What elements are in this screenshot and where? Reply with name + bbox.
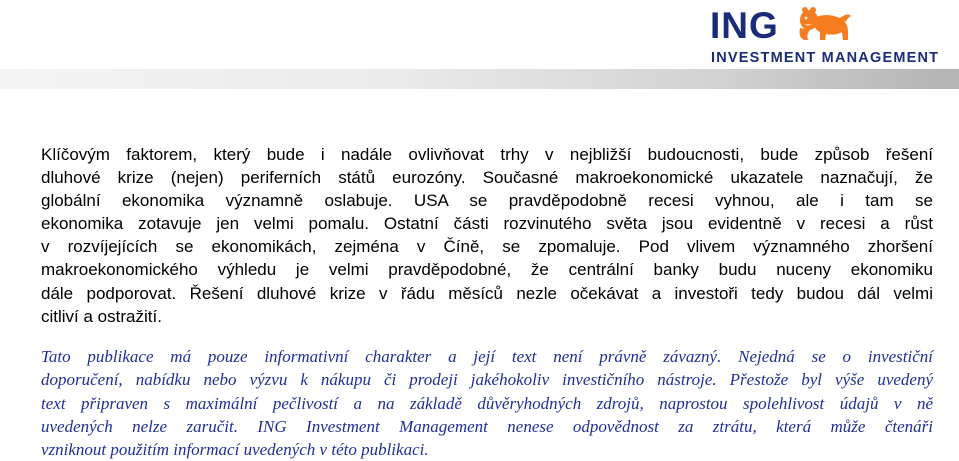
disclaimer-line: Tato publikace má pouze informativní charakter a její text není právně závazný. Nejedná se o investiční (41, 347, 933, 366)
disclaimer-line: doporučení, nabídku nebo výzvu k nákupu či prodeji jakéhokoliv investičního nástroje. Přestože byl výše uvedený (41, 370, 933, 390)
paragraph-line: Klíčovým faktorem, který bude i nadále ovlivňovat trhy v nejbližší budoucnosti, bude způsob řešení (41, 145, 933, 164)
paragraph-line: ekonomika zotavuje jen velmi pomalu. Ostatní části rozvinutého světa jsou evidentně v recesi a růst (41, 214, 933, 234)
disclaimer (41, 345, 933, 461)
page-header (0, 0, 959, 100)
paragraph-line: dále podporovat. Řešení dluhové krize v řádu měsíců nezle očekávat a investoři tedy budou dál velmi (41, 283, 933, 303)
ing-logo (710, 4, 955, 66)
disclaimer-line: text připraven s maximální pečlivostí a na základě důvěryhodných zdrojů, naprostou spolehlivost údajů v ně (41, 393, 933, 413)
disclaimer-line: vzniknout použitím informací uvedených v této publikaci. (41, 440, 429, 460)
lion-icon (796, 6, 852, 42)
logo-brand-text: ING (710, 5, 779, 46)
paragraph-line: dluhové krize (nejen) periferních států eurozóny. Současné makroekonomické ukazatele naznačují, že (41, 168, 933, 188)
disclaimer-line: uvedených nelze zaručit. ING Investment Management nenese odpovědnost za ztrátu, která může čtenáři (41, 416, 933, 436)
paragraph-line: citliví a ostražití. (41, 306, 162, 326)
main-paragraph (41, 143, 933, 328)
logo-subtitle: INVESTMENT MANAGEMENT (711, 50, 940, 66)
paragraph-line: makroekonomického výhledu je velmi pravděpodobné, že centrální banky budu nuceny ekonomiku (41, 260, 933, 280)
paragraph-line: v rozvíjejících se ekonomikách, zejména v Číně, se zpomaluje. Pod vlivem významného zhoršení (41, 237, 933, 257)
header-gradient-bar (0, 69, 959, 89)
paragraph-line: globální ekonomika významně oslabuje. USA se pravděpodobně recesi vyhnou, ale i tam se (41, 191, 933, 211)
